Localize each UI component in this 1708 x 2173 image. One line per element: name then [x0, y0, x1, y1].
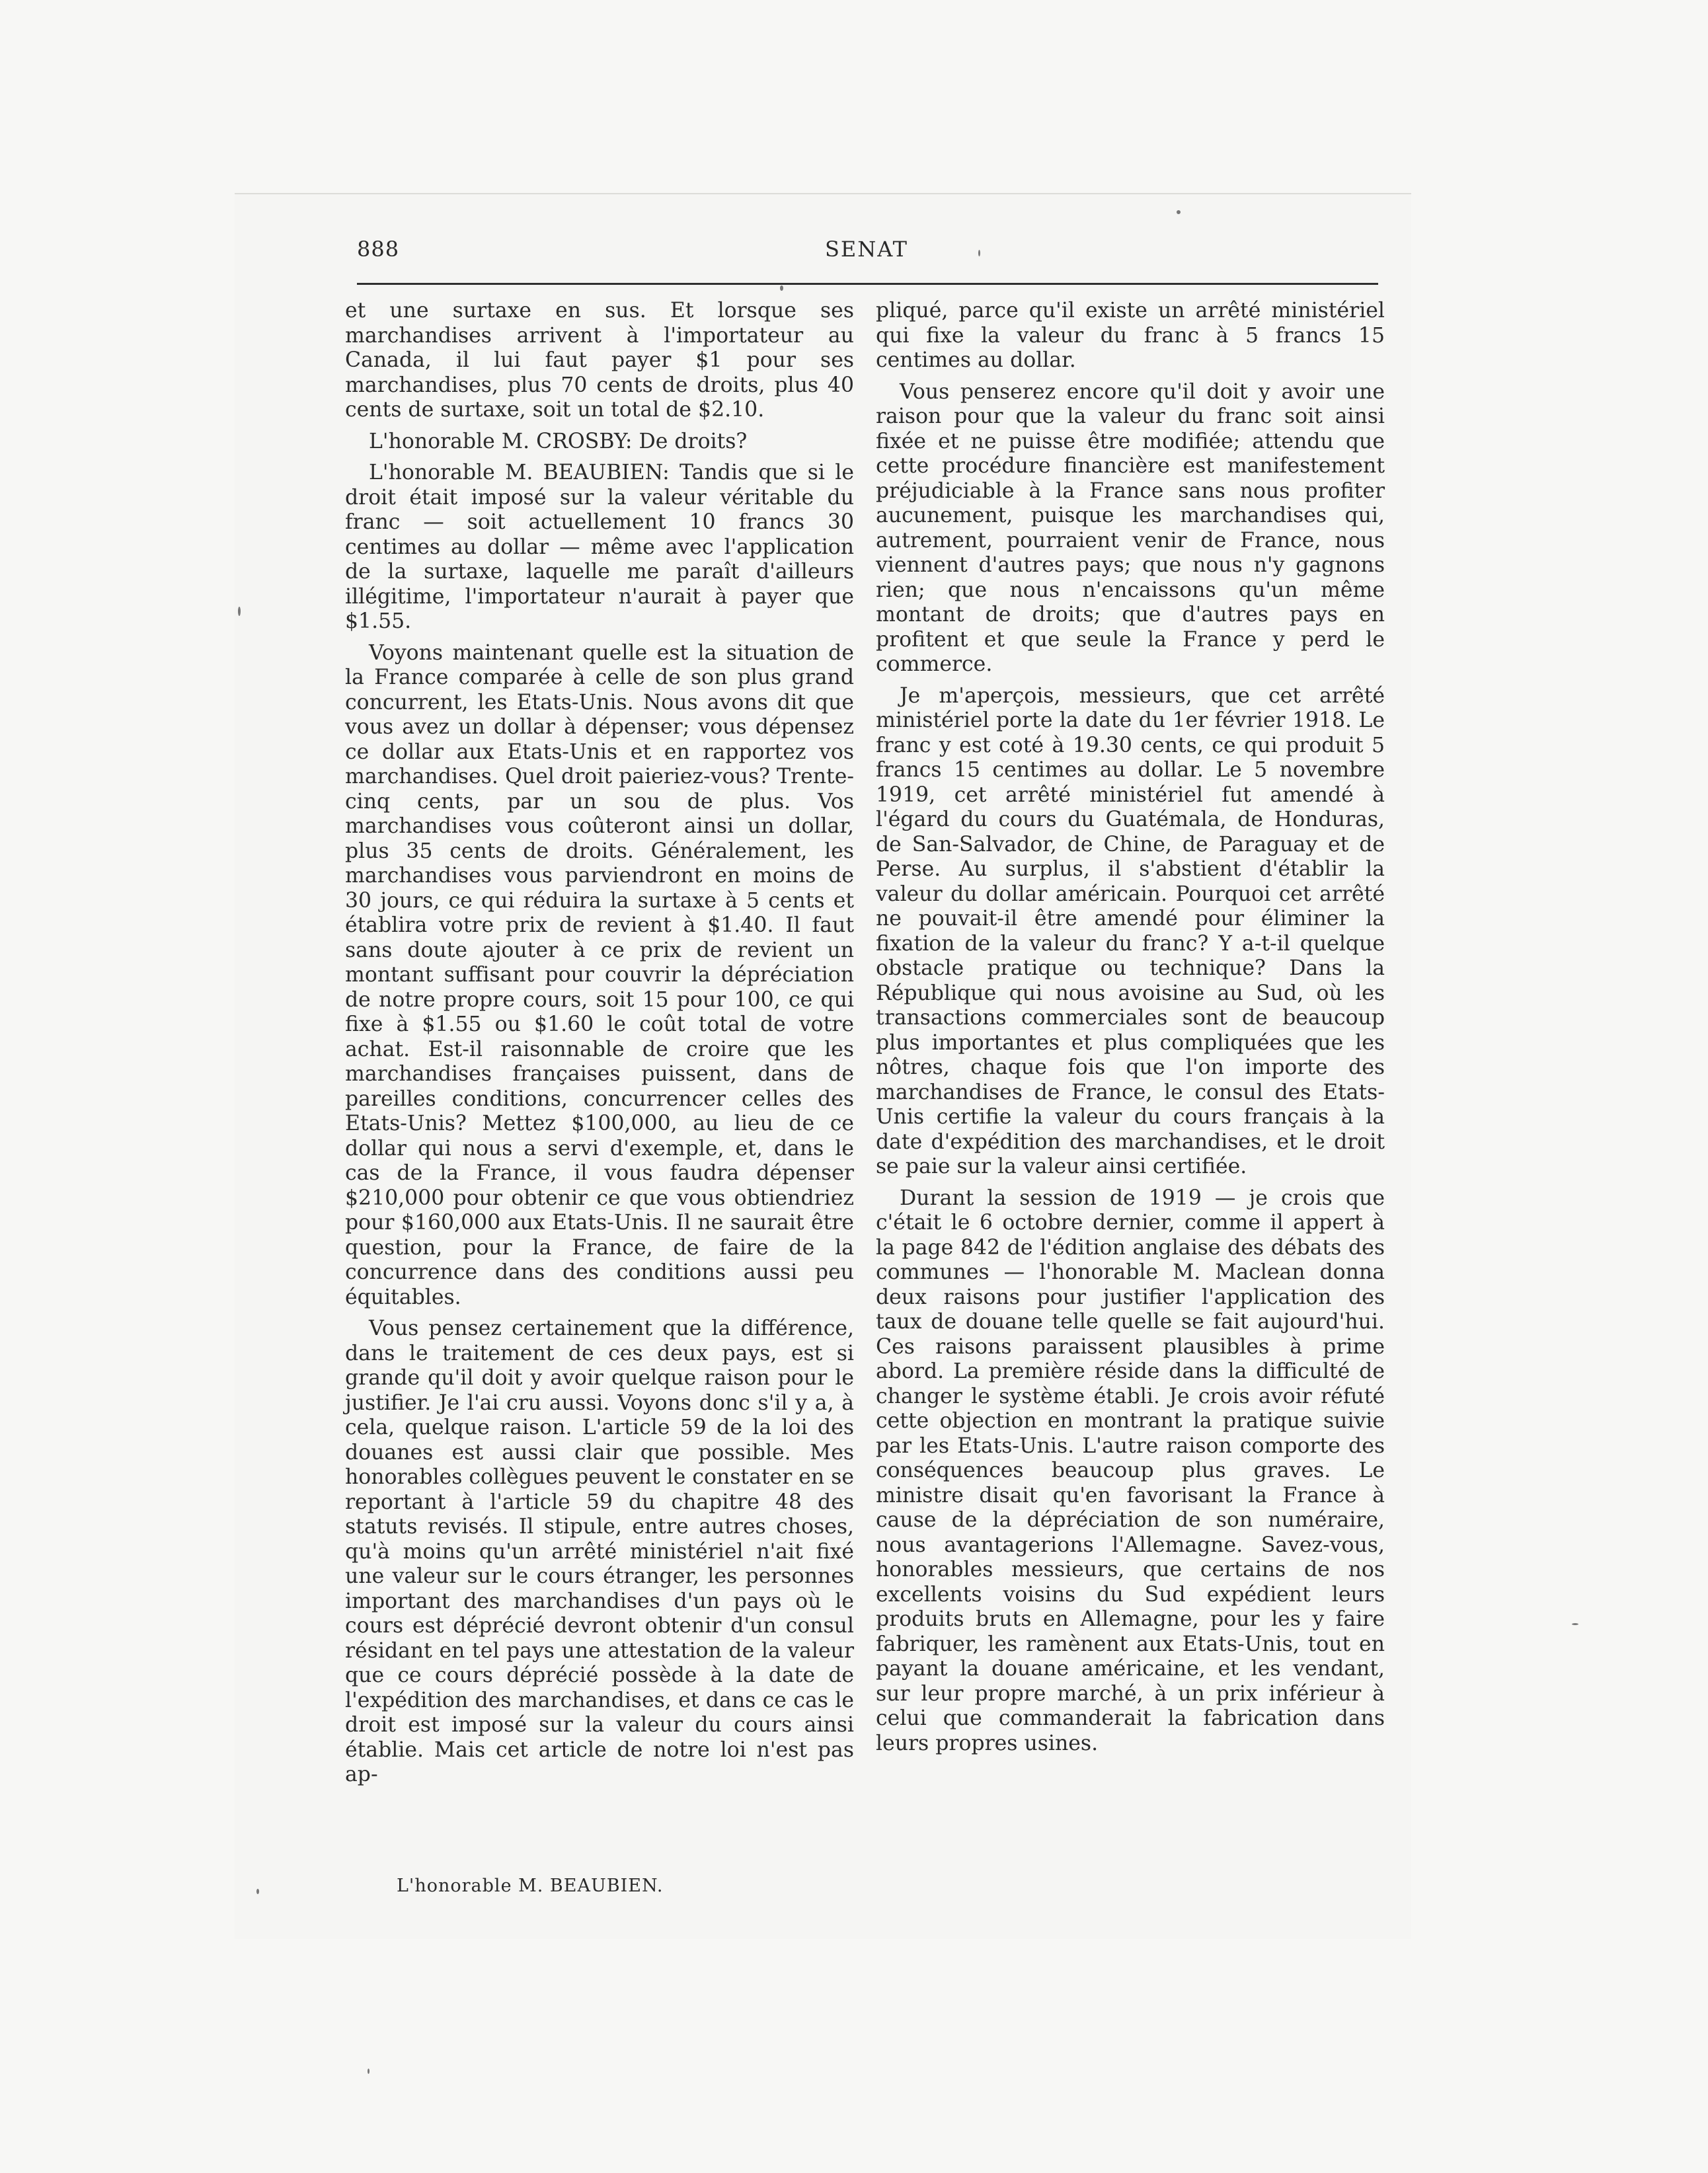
scan-speck [1177, 210, 1181, 214]
paragraph: pliqué, parce qu'il existe un arrêté ministériel qui fixe la valeur du franc à 5 francs 15 centimes au dollar. [876, 299, 1385, 372]
paragraph: L'honorable M. BEAUBIEN: Tandis que si le droit était imposé sur la valeur véritable du franc — soit actuellement 10 francs 30 centimes au dollar — même avec l'application de la surtaxe, laquelle me paraît d'ailleurs illégitime, l'importateur n'aurait à payer que $1.55. [345, 461, 854, 633]
paragraph: Vous penserez encore qu'il doit y avoir une raison pour que la valeur du franc soit ainsi fixée et ne puisse être modifiée; attendu que cette procédure financière est manifestement préjudiciable à la France sans nous profiter aucunement, puisque les marchandises qui, autrement, pourraient venir de France, nous viennent d'autres pays; que nous n'y gagnons rien; que nous n'encaissons qu'un même montant de droits; que d'autres pays en profitent et que seule la France y perd le commerce. [876, 379, 1385, 676]
page-header [357, 233, 1378, 272]
page-number: 888 [357, 237, 400, 262]
left-column [345, 299, 854, 1794]
paragraph: Durant la session de 1919 — je crois que c'était le 6 octobre dernier, comme il appert à la page 842 de l'édition anglaise des débats des communes — l'honorable M. Maclean donna deux raisons pour justifier l'application des taux de douane telle quelle se fait aujourd'hui. Ces raisons paraissent plausibles à prime abord. La première réside dans la difficulté de changer le système établi. Je crois avoir réfuté cette objection en montrant la pratique suivie par les Etats-Unis. L'autre raison comporte des conséquences beaucoup plus graves. Le ministre disait qu'en favorisant la France à cause de la dépréciation de son numéraire, nous avantagerions l'Allemagne. Savez-vous, honorables messieurs, que certains de nos excellents voisins du Sud expédient leurs produits bruts en Allemagne, pour les y faire fabriquer, les ramènent aux Etats-Unis, tout en payant la douane américaine, et les vendant, sur leur propre marché, à un prix inférieur à celui que commanderait la fabrication dans leurs propres usines. [876, 1186, 1385, 1755]
paragraph: Voyons maintenant quelle est la situation de la France comparée à celle de son plus grand concurrent, les Etats-Unis. Nous avons dit que vous avez un dollar à dépenser; vous dépensez ce dollar aux Etats-Unis et en rapportez vos marchandises. Quel droit paieriez-vous? Trente-cinq cents, par un sou de plus. Vos marchandises vous coûteront ainsi un dollar, plus 35 cents de droits. Généralement, les marchandises vous parviendront en moins de 30 jours, ce qui réduira la surtaxe à 5 cents et établira votre prix de revient à $1.40. Il faut sans doute ajouter à ce prix de revient un montant suffisant pour couvrir la dépréciation de notre propre cours, soit 15 pour 100, ce qui fixe à $1.55 ou $1.60 le coût total de votre achat. Est-il raisonnable de croire que les marchandises françaises puissent, dans de pareilles conditions, concurrencer celles des Etats-Unis? Mettez $100,000, au lieu de ce dollar qui nous a servi d'exemple, et, dans le cas de la France, il vous faudra dépenser $210,000 pour obtenir ce que vous obtiendriez pour $160,000 aux Etats-Unis. Il ne saurait être question, pour la France, de faire de la concurrence dans des conditions aussi peu équitables. [345, 640, 854, 1309]
paragraph: L'honorable M. CROSBY: De droits? [369, 429, 748, 453]
right-column [876, 299, 1385, 1763]
footer-signature: L'honorable M. BEAUBIEN. [397, 1876, 664, 1896]
scan-speck [256, 1889, 259, 1894]
paragraph: Je m'aperçois, messieurs, que cet arrêté ministériel porte la date du 1er février 1918. Le franc y est coté à 19.30 cents, ce qui produit 5 francs 15 centimes au dollar. Le 5 novembre 1919, cet arrêté ministériel fut amendé à l'égard du cours du Guatémala, de Honduras, de San-Salvador, de Chine, de Paraguay et de Perse. Au surplus, il s'abstient d'établir la valeur du dollar américain. Pourquoi cet arrêté ne pouvait-il être amendé pour éliminer la fixation de la valeur du franc? Y a-t-il quelque obstacle pratique ou technique? Dans la République qui nous avoisine au Sud, où les transactions commerciales sont de beaucoup plus importantes et plus compliquées que les nôtres, chaque fois que l'on importe des marchandises de France, le consul des Etats-Unis certifie la valeur du cours français à la date d'expédition des marchandises, et le droit se paie sur la valeur ainsi certifiée. [876, 683, 1385, 1178]
scan-speck [780, 286, 783, 291]
paragraph: Vous pensez certainement que la différence, dans le traitement de ces deux pays, est si grande qu'il doit y avoir quelque raison pour le justifier. Je l'ai cru aussi. Voyons donc s'il y a, à cela, quelque raison. L'article 59 de la loi des douanes est aussi clair que possible. Mes honorables collègues peuvent le constater en se reportant à l'article 59 du chapitre 48 des statuts revisés. Il stipule, entre autres choses, qu'à moins qu'un arrêté ministériel n'ait fixé une valeur sur le cours étranger, les personnes important des marchandises d'un pays où le cours est déprécié devront obtenir d'un consul résidant en tel pays une attestation de la valeur que ce cours déprécié possède à la date de l'expédition des marchandises, et dans ce cas le droit est imposé sur la valeur du cours ainsi établie. Mais cet article de notre loi n'est pas ap- [345, 1316, 854, 1786]
scan-speck [238, 607, 241, 616]
scan-speck [368, 2069, 369, 2074]
running-head: SENAT [825, 237, 908, 262]
scan-speck [978, 250, 980, 256]
scan-speck [1572, 1623, 1578, 1625]
paragraph: et une surtaxe en sus. Et lorsque ses marchandises arrivent à l'importateur au Canada, il lui faut payer $1 pour ses marchandises, plus 70 cents de droits, plus 40 cents de surtaxe, soit un total de $2.10. [345, 299, 854, 422]
header-rule [357, 283, 1378, 285]
